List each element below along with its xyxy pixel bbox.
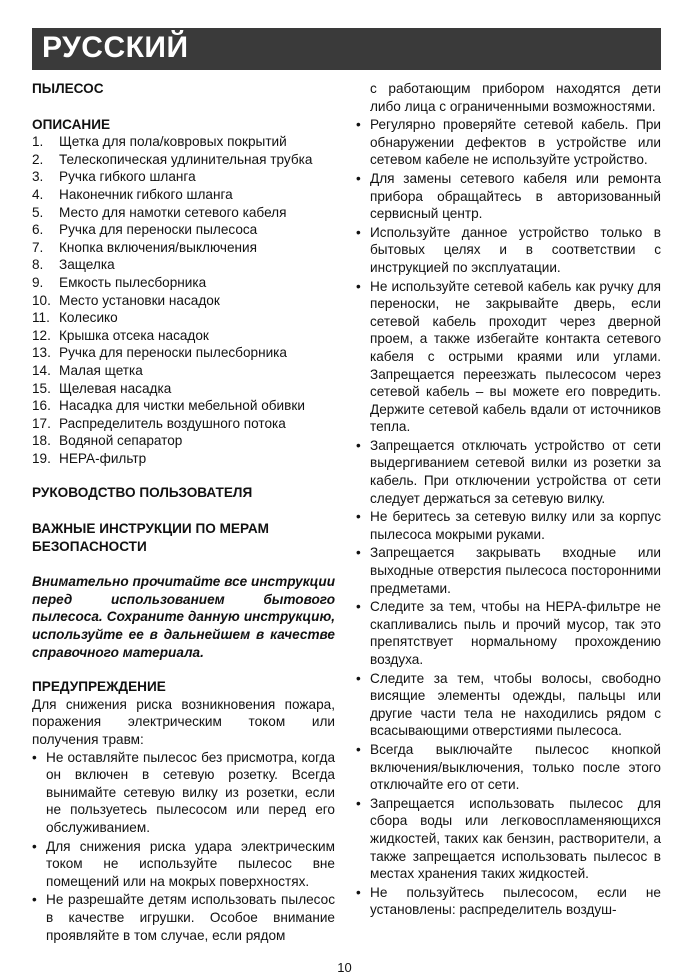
- item-number: 11.: [32, 310, 50, 326]
- left-bullet-list: [32, 749, 335, 945]
- bullet-text: Не оставляйте пылесос без присмотра, когда он включен в сетевую розетку. Всегда вынимайте сетевую вилку из розетки, если не пользуетесь пылесосом или перед его обслуживанием.: [46, 749, 335, 835]
- item-number: 4.: [32, 186, 44, 202]
- bullet-item: [356, 544, 661, 597]
- bullet-icon: •: [356, 545, 361, 561]
- item-text: Водяной сепаратор: [59, 433, 183, 449]
- item-number: 10.: [32, 292, 51, 308]
- product-title: ПЫЛЕСОС: [32, 81, 104, 96]
- bullet-text: Для замены сетевого кабеля или ремонта прибора обращайтесь в авторизованный сервисный центр.: [370, 170, 661, 222]
- parts-list-item: [32, 151, 335, 169]
- bullet-text: Для снижения риска удара электрическим током не используйте пылесос вне помещений или на мокрых поверхностях.: [46, 838, 335, 889]
- item-text: НЕРА-фильтр: [59, 450, 147, 466]
- item-number: 16.: [32, 398, 51, 414]
- parts-list-item: [32, 309, 335, 327]
- bullet-icon: •: [356, 170, 361, 186]
- parts-list-item: [32, 362, 335, 380]
- bullet-icon: •: [356, 437, 361, 453]
- item-text: Наконечник гибкого шланга: [59, 186, 233, 202]
- item-text: Защелка: [59, 257, 115, 273]
- bullet-icon: •: [356, 278, 361, 294]
- parts-list-item: [32, 344, 335, 362]
- item-text: Емкость пылесборника: [59, 274, 207, 290]
- bullet-text: Следите за тем, чтобы волосы, свободно висящие элементы одежды, пальцы или другие части тела не находились рядом с всасывающими отверстиями пылесоса.: [370, 670, 661, 739]
- bullet-icon: •: [356, 509, 361, 525]
- bullet-icon: •: [32, 838, 37, 854]
- parts-list-item: [32, 415, 335, 433]
- bullet-item: [32, 749, 335, 837]
- bullet-item: [32, 838, 335, 891]
- bullet-icon: •: [356, 884, 361, 900]
- parts-list-item: [32, 221, 335, 239]
- bullet-item: [356, 741, 661, 794]
- item-text: Распределитель воздушного потока: [59, 415, 286, 431]
- language-header: [32, 28, 661, 70]
- bullet-text: Используйте данное устройство только в бытовых целях и в соответствии с инструкцией по эксплуатации.: [370, 224, 661, 275]
- bullet-icon: •: [356, 599, 361, 615]
- item-text: Ручка для переноски пылесборника: [59, 345, 287, 361]
- warning-intro: Для снижения риска возникновения пожара, поражения электрическим током или получения травм:: [32, 696, 335, 747]
- item-number: 19.: [32, 450, 51, 466]
- item-number: 2.: [32, 151, 44, 167]
- parts-list-item: [32, 256, 335, 274]
- item-text: Щелевая насадка: [59, 380, 172, 396]
- item-text: Кнопка включения/выключения: [59, 239, 257, 255]
- right-column: [356, 80, 661, 920]
- bullet-text: Запрещается использовать пылесос для сбора воды или легковоспламеняющихся жидкостей, таких как бензин, растворители, а также запрещается использовать пылесос в местах хранения таких жидкостей.: [370, 795, 661, 882]
- language-title: РУССКИЙ: [42, 31, 189, 64]
- bullet-icon: •: [32, 749, 37, 765]
- page-number: 10: [337, 960, 352, 975]
- warning-title: ПРЕДУПРЕЖДЕНИЕ: [32, 679, 166, 695]
- bullet-icon: •: [356, 224, 361, 240]
- item-text: Ручка гибкого шланга: [59, 169, 196, 185]
- item-text: Колесико: [59, 310, 118, 326]
- bullet-item: [356, 437, 661, 507]
- item-number: 5.: [32, 204, 44, 220]
- parts-list-item: [32, 133, 335, 151]
- read-notice: Внимательно прочитайте все инструкции перед использованием бытового пылесоса. Сохраните данную инструкцию, используйте ее в дальнейшем в качестве справочного материала.: [32, 574, 335, 660]
- item-number: 12.: [32, 327, 51, 343]
- bullet-text: Не пользуйтесь пылесосом, если не установлены: распределитель воздуш-: [370, 884, 661, 918]
- bullet-item: [356, 508, 661, 543]
- item-number: 15.: [32, 380, 51, 396]
- bullet-item: [356, 170, 661, 223]
- bullet-item: [356, 795, 661, 883]
- parts-list-item: [32, 274, 335, 292]
- item-number: 14.: [32, 362, 51, 378]
- item-text: Телескопическая удлинительная трубка: [59, 151, 313, 167]
- bullet-text: Запрещается отключать устройство от сети выдергиванием сетевой вилки из розетки за кабель. При отключении устройства от сети следует держаться за сетевую вилку.: [370, 437, 661, 506]
- description-title: ОПИСАНИЕ: [32, 116, 111, 132]
- bullet-item: [356, 224, 661, 277]
- parts-list-item: [32, 186, 335, 204]
- bullet-icon: •: [356, 117, 361, 133]
- right-bullet-list: [356, 116, 661, 919]
- bullet-item: [356, 884, 661, 919]
- bullet-text: Не используйте сетевой кабель как ручку для переноски, не закрывайте дверь, если сетевой кабель проходит через дверной проем, а также избегайте контакта сетевого кабеля с острыми краями или углами. Запрещается переезжать пылесосом через сетевой кабель – вы можете его повредить. Держите сетевой кабель вдали от источников тепла.: [370, 278, 661, 435]
- parts-list-item: [32, 204, 335, 222]
- safety-title: ВАЖНЫЕ ИНСТРУКЦИИ ПО МЕРАМ БЕЗОПАСНОСТИ: [32, 521, 269, 554]
- bullet-item: [32, 891, 335, 944]
- item-number: 13.: [32, 345, 51, 361]
- item-text: Насадка для чистки мебельной обивки: [59, 398, 305, 414]
- bullet-icon: •: [356, 670, 361, 686]
- parts-list-item: [32, 380, 335, 398]
- bullet-text: Запрещается закрывать входные или выходные отверстия пылесоса посторонними предметами.: [370, 545, 661, 596]
- item-text: Малая щетка: [59, 362, 143, 378]
- bullet-icon: •: [356, 741, 361, 757]
- bullet-item: [356, 116, 661, 169]
- continuation-text: с работающим прибором находятся дети либо лица с ограниченными возможностями.: [370, 81, 661, 114]
- bullet-item: [356, 670, 661, 740]
- item-number: 7.: [32, 239, 44, 255]
- bullet-icon: •: [356, 795, 361, 811]
- bullet-text: Всегда выключайте пылесос кнопкой включения/выключения, только после этого отключайте его от сети.: [370, 741, 661, 793]
- item-text: Щетка для пола/ковровых покрытий: [59, 134, 287, 150]
- item-number: 6.: [32, 222, 44, 238]
- bullet-icon: •: [32, 892, 37, 908]
- bullet-text: Не беритесь за сетевую вилку или за корпус пылесоса мокрыми руками.: [370, 509, 661, 542]
- parts-list-item: [32, 432, 335, 450]
- parts-list-item: [32, 239, 335, 257]
- item-number: 18.: [32, 433, 51, 449]
- bullet-text: Следите за тем, чтобы на НЕРА-фильтре не скапливались пыль и прочий мусор, так это препятствует нормальному прохождению воздуха.: [370, 599, 661, 667]
- item-text: Крышка отсека насадок: [59, 327, 209, 343]
- parts-list-item: [32, 397, 335, 415]
- bullet-text: Не разрешайте детям использовать пылесос в качестве игрушки. Особое внимание проявляйте в том случае, если рядом: [46, 892, 335, 943]
- left-column: [32, 80, 335, 945]
- bullet-text: Регулярно проверяйте сетевой кабель. При обнаружении дефектов в устройстве или сетевом кабеле не используйте устройство.: [370, 117, 661, 168]
- parts-list-item: [32, 450, 335, 468]
- parts-list-item: [32, 292, 335, 310]
- item-number: 9.: [32, 274, 44, 290]
- bullet-item: [356, 278, 661, 436]
- manual-title: РУКОВОДСТВО ПОЛЬЗОВАТЕЛЯ: [32, 485, 253, 501]
- parts-list-item: [32, 327, 335, 345]
- item-number: 1.: [32, 134, 44, 150]
- item-number: 17.: [32, 415, 51, 431]
- item-text: Место установки насадок: [59, 292, 220, 308]
- parts-list-item: [32, 168, 335, 186]
- item-text: Место для намотки сетевого кабеля: [59, 204, 287, 220]
- bullet-item: [356, 598, 661, 668]
- item-number: 8.: [32, 257, 44, 273]
- item-text: Ручка для переноски пылесоса: [59, 222, 258, 238]
- item-number: 3.: [32, 169, 44, 185]
- parts-list: [32, 133, 335, 467]
